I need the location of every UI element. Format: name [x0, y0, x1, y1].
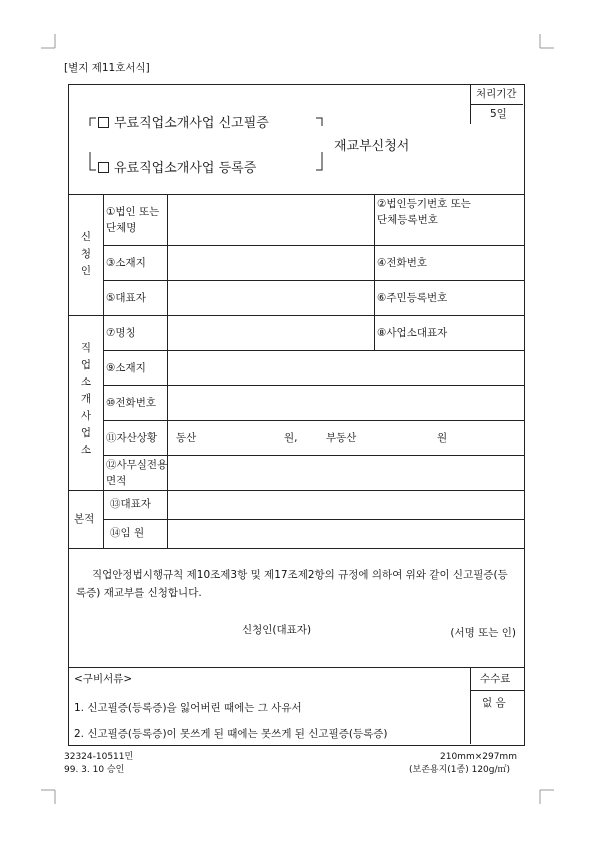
- assets-label: ⑪자산상황: [106, 432, 158, 444]
- application-statement: 직업안정법시행규칙 제10조제3항 및 제17조제2항의 규정에 의하여 위와 같이 신고필증(등록증) 재교부를 신청합니다.: [76, 569, 508, 599]
- signature-sign-label: (서명 또는 인): [450, 627, 516, 639]
- office-area-label: ⑫사무실전용면적: [106, 459, 168, 487]
- fee-label: 수수료: [480, 673, 511, 685]
- applicant-section-label: 신청인: [80, 231, 92, 277]
- resident-no-label: ⑥주민등록번호: [377, 292, 448, 304]
- won-label-1: 원,: [284, 432, 298, 444]
- applicant-phone-label: ④전화번호: [377, 257, 427, 269]
- processing-value: 5일: [490, 108, 507, 120]
- title-option-free: 무료직업소개사업 신고필증: [98, 112, 269, 131]
- corp-reg-label: ②법인등기번호 또는 단체등록번호: [377, 198, 471, 226]
- documents-item-1: 1. 신고필증(등록증)을 잃어버린 때에는 그 사유서: [74, 702, 302, 714]
- checkbox-free[interactable]: [98, 117, 109, 128]
- documents-item-2: 2. 신고필증(등록증)이 못쓰게 된 때에는 못쓰게 된 신고필증(등록증): [74, 728, 388, 740]
- title-option-paid: 유료직업소개사업 등록증: [98, 157, 256, 176]
- checkbox-paid[interactable]: [98, 162, 109, 173]
- processing-box: [470, 84, 523, 124]
- signature-sign-block: [76, 624, 516, 642]
- title-suffix: 재교부신청서: [334, 139, 410, 154]
- applicant-address-label: ③소재지: [106, 257, 146, 269]
- hq-section-label: 본적: [74, 513, 95, 525]
- paper-size: 210mm×297mm: [440, 752, 517, 762]
- movable-label: 동산: [176, 432, 197, 444]
- documents-header: <구비서류>: [74, 673, 133, 685]
- office-address-label: ⑨소재지: [106, 362, 146, 374]
- immovable-label: 부동산: [326, 432, 357, 444]
- office-section-label: 직업소개사업소: [80, 342, 92, 456]
- hq-officers-label: ⑭임 원: [110, 527, 145, 539]
- corp-name-label: ①법인 또는 단체명: [106, 206, 160, 234]
- processing-label: 처리기간: [476, 88, 517, 100]
- office-rep-label: ⑧사업소대표자: [377, 327, 448, 339]
- paper-type: (보존용지(1종) 120g/㎡): [409, 765, 511, 775]
- form-frame: [68, 84, 525, 746]
- signature-applicant-label: 신청인(대표자): [242, 624, 312, 636]
- approval-date: 99. 3. 10 승인: [64, 765, 125, 775]
- office-name-label: ⑦명칭: [106, 327, 136, 339]
- form-code: 32324-10511민: [64, 752, 134, 762]
- hq-representative-label: ⑬대표자: [110, 498, 151, 510]
- form-number: [별지 제11호서식]: [64, 62, 150, 74]
- representative-label: ⑤대표자: [106, 292, 146, 304]
- fee-value: 없 음: [482, 697, 506, 709]
- office-phone-label: ⑩전화번호: [106, 397, 156, 409]
- won-label-2: 원: [437, 432, 448, 444]
